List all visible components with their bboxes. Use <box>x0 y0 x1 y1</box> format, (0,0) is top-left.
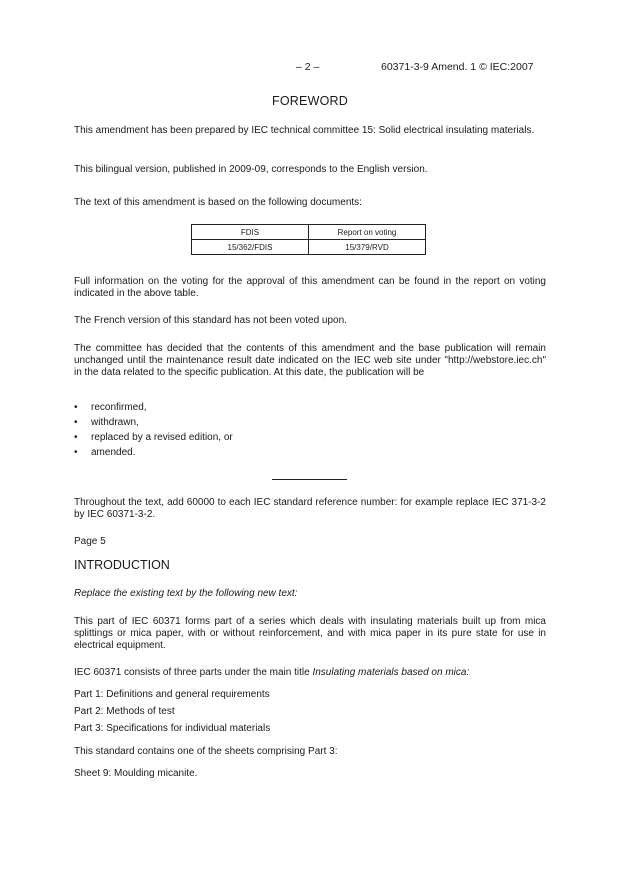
foreword-paragraph-1: This amendment has been prepared by IEC technical committee 15: Solid electrical insulating materials. <box>74 125 535 136</box>
page-number: – 2 – <box>296 61 320 73</box>
list-item: • withdrawn, <box>74 417 139 428</box>
table-row <box>192 240 426 255</box>
main-title-reference: Insulating materials based on mica: <box>312 667 470 678</box>
list-item: • amended. <box>74 447 136 458</box>
documents-table <box>191 224 426 255</box>
introduction-paragraph-3: This standard contains one of the sheets comprising Part 3: <box>74 746 338 757</box>
table-header-fdis: FDIS <box>192 225 309 240</box>
foreword-paragraph-4: Full information on the voting for the approval of this amendment can be found in the report on voting indicated in the above table. <box>74 276 546 299</box>
table-cell-rvd: 15/379/RVD <box>309 240 426 255</box>
list-item: • replaced by a revised edition, or <box>74 432 233 443</box>
introduction-paragraph-1: This part of IEC 60371 forms part of a series which deals with insulating materials built up from mica splittings or mica paper, with or without reinforcement, and with mica paper in its pure state for use in electrical equipment. <box>74 616 546 651</box>
foreword-title: FOREWORD <box>272 94 348 108</box>
foreword-paragraph-6: The committee has decided that the contents of this amendment and the base publication will remain unchanged until the maintenance result date indicated on the IEC web site under "http://webstore.iec.ch" in the data related to the specific publication. At this date, the publication will be <box>74 343 546 378</box>
foreword-paragraph-2: This bilingual version, published in 2009-09, corresponds to the English version. <box>74 164 428 175</box>
bullet-icon: • <box>74 417 78 428</box>
section-divider <box>272 479 347 480</box>
document-reference: 60371-3-9 Amend. 1 © IEC:2007 <box>381 61 534 73</box>
outcome-list <box>74 400 233 460</box>
introduction-title: INTRODUCTION <box>74 558 170 572</box>
table-cell-fdis: 15/362/FDIS <box>192 240 309 255</box>
part-3: Part 3: Specifications for individual materials <box>74 723 271 734</box>
foreword-paragraph-7: Throughout the text, add 60000 to each IEC standard reference number: for example replace IEC 371-3-2 by IEC 60371-3-2. <box>74 497 546 520</box>
bullet-icon: • <box>74 432 78 443</box>
table-header-row <box>192 225 426 240</box>
introduction-paragraph-4: Sheet 9: Moulding micanite. <box>74 768 198 779</box>
page-reference: Page 5 <box>74 536 106 547</box>
part-1: Part 1: Definitions and general requirements <box>74 689 270 700</box>
foreword-paragraph-3: The text of this amendment is based on the following documents: <box>74 197 362 208</box>
foreword-paragraph-5: The French version of this standard has not been voted upon. <box>74 315 347 326</box>
part-2: Part 2: Methods of test <box>74 706 175 717</box>
table-header-report: Report on voting <box>309 225 426 240</box>
bullet-icon: • <box>74 402 78 413</box>
bullet-icon: • <box>74 447 78 458</box>
list-item: • reconfirmed, <box>74 402 147 413</box>
introduction-paragraph-2: IEC 60371 consists of three parts under the main title Insulating materials based on mica: <box>74 667 470 678</box>
replace-instruction: Replace the existing text by the following new text: <box>74 588 298 599</box>
